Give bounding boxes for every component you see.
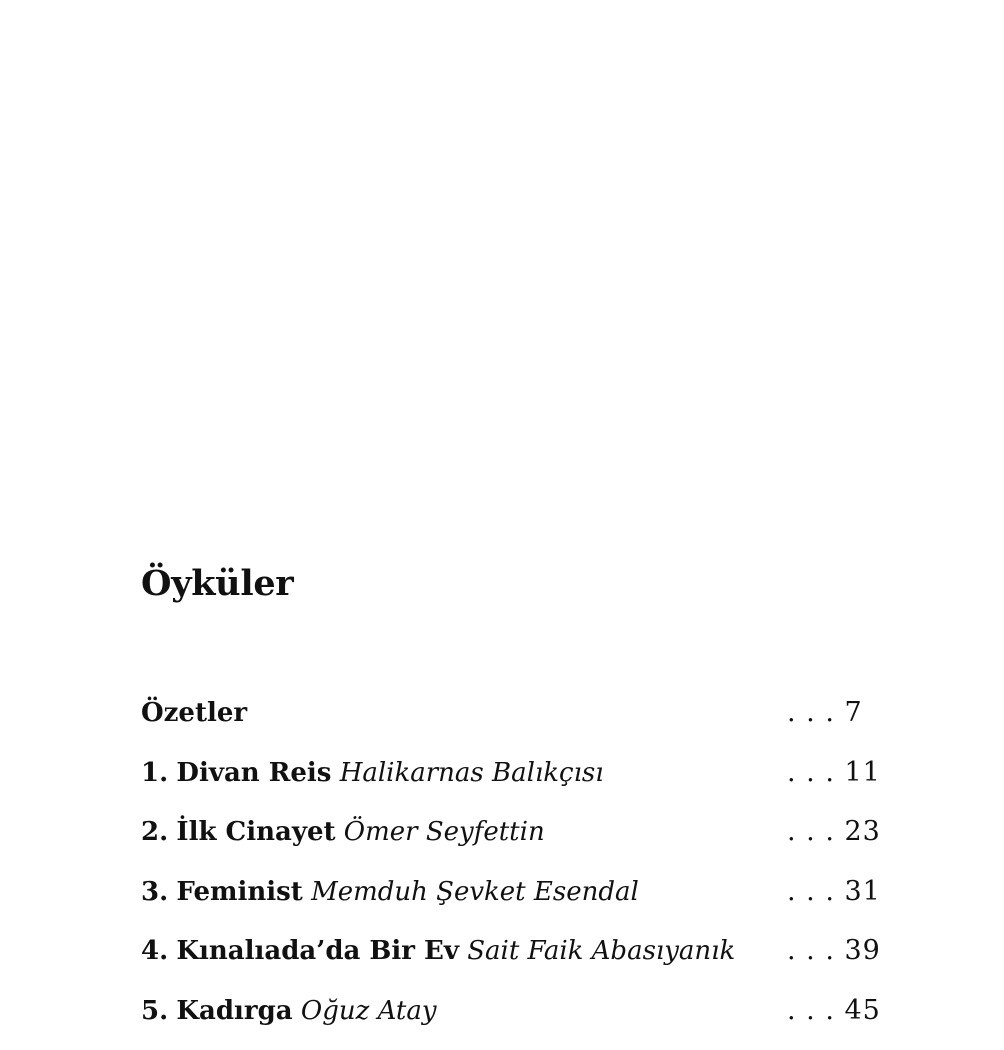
page-reference: . . . 11 <box>787 756 881 788</box>
author-name: Oğuz Atay <box>300 995 437 1026</box>
entry-number: 3. <box>141 876 169 907</box>
toc-entry <box>141 871 881 931</box>
author-name: Sait Faik Abasıyanık <box>467 936 736 967</box>
author-name: Memduh Şevket Esendal <box>311 876 639 907</box>
toc-entry-title <box>141 996 437 1026</box>
toc-entry <box>141 930 881 990</box>
entry-number: 5. <box>141 995 169 1026</box>
page-reference: . . . 45 <box>787 994 881 1026</box>
toc-entry-title <box>141 698 247 728</box>
author-name: Halikarnas Balıkçısı <box>339 757 604 788</box>
story-title: İlk Cinayet <box>176 817 336 848</box>
story-title: Feminist <box>176 876 303 907</box>
toc-entry-title <box>141 877 639 907</box>
author-name: Ömer Seyfettin <box>343 817 545 848</box>
toc-entry-title <box>141 936 735 966</box>
toc-entry-title <box>141 758 604 788</box>
toc-entry-title <box>141 817 545 847</box>
table-of-contents <box>141 692 881 1050</box>
toc-entry <box>141 811 881 871</box>
page-reference: . . . 39 <box>787 935 881 967</box>
story-title: Özetler <box>141 698 248 728</box>
page-reference: . . . 23 <box>787 816 881 848</box>
page-reference: . . . 7 <box>787 697 863 728</box>
story-title: Divan Reis <box>176 757 332 788</box>
page-reference: . . . 31 <box>787 875 881 907</box>
toc-entry <box>141 752 881 812</box>
entry-number: 2. <box>141 817 169 848</box>
toc-entry <box>141 990 881 1050</box>
toc-entry <box>141 692 871 752</box>
story-title: Kınalıada’da Bir Ev <box>176 936 459 967</box>
entry-number: 1. <box>141 757 169 788</box>
section-heading: Öyküler <box>141 563 294 604</box>
entry-number: 4. <box>141 936 169 967</box>
story-title: Kadırga <box>176 995 293 1026</box>
